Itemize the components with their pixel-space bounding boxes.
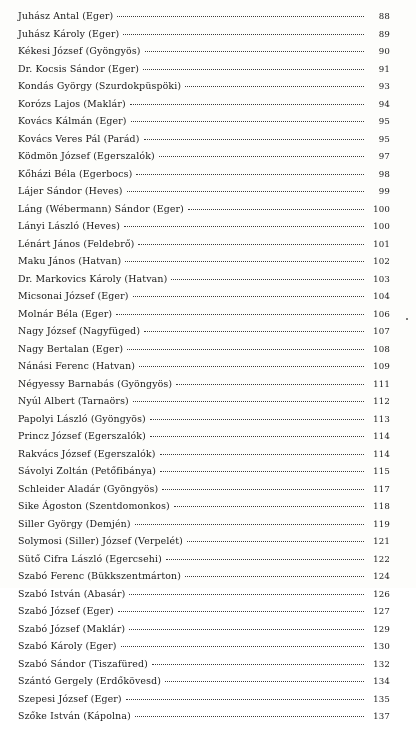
dot-leader xyxy=(135,524,364,525)
entry-page-number: 130 xyxy=(373,642,390,652)
dot-leader xyxy=(118,611,364,612)
entry-page-number: 99 xyxy=(378,187,390,197)
entry-name: Szabó Károly (Eger) xyxy=(18,641,117,652)
entry-page-number: 129 xyxy=(373,624,390,635)
dot-leader xyxy=(159,156,364,157)
toc-entry xyxy=(18,116,390,134)
entry-page-number: 108 xyxy=(373,344,390,355)
dot-leader xyxy=(152,664,364,665)
toc-entry xyxy=(18,134,390,152)
entry-page-number: 94 xyxy=(378,99,390,110)
entry-name: Kondás György (Szurdokpüspöki) xyxy=(18,81,182,92)
entry-page-number: 109 xyxy=(373,362,390,372)
dot-leader xyxy=(160,454,364,455)
toc-entry xyxy=(18,64,390,82)
entry-name: Dr. Markovics Károly (Hatvan) xyxy=(18,273,168,285)
toc-entry xyxy=(18,519,390,537)
entry-name: Juhász Károly (Eger) xyxy=(18,28,120,40)
toc-entry xyxy=(18,309,390,327)
dot-leader xyxy=(187,541,364,542)
dot-leader xyxy=(117,16,364,17)
entry-name: Rakvács József (Egerszalók) xyxy=(18,448,156,460)
entry-page-number: 112 xyxy=(373,397,390,407)
entry-name: Lájer Sándor (Heves) xyxy=(18,186,123,197)
entry-page-number: 89 xyxy=(378,29,390,40)
entry-page-number: 127 xyxy=(373,607,390,617)
toc-entry xyxy=(18,221,390,239)
entry-page-number: 100 xyxy=(373,204,390,215)
entry-name: Szabó József (Maklár) xyxy=(18,623,126,635)
entry-page-number: 90 xyxy=(378,47,390,57)
toc-entry xyxy=(18,274,390,292)
toc-entry xyxy=(18,81,390,99)
toc-entry xyxy=(18,641,390,659)
dot-leader xyxy=(145,51,364,52)
entry-page-number: 121 xyxy=(373,537,390,547)
entry-name: Kékesi József (Gyöngyös) xyxy=(18,46,141,57)
entry-name: Szőke István (Kápolna) xyxy=(18,711,131,722)
dot-leader xyxy=(135,716,364,717)
entry-name: Juhász Antal (Eger) xyxy=(18,11,114,22)
toc-entry xyxy=(18,536,390,554)
dot-leader xyxy=(121,646,364,647)
entry-page-number: 100 xyxy=(373,222,390,232)
toc-entry xyxy=(18,204,390,222)
toc-entry xyxy=(18,361,390,379)
entry-name: Siller György (Demjén) xyxy=(18,518,131,530)
entry-name: Solymosi (Siller) József (Verpelét) xyxy=(18,536,183,547)
dot-leader xyxy=(185,576,364,577)
dot-leader xyxy=(188,209,364,210)
toc-entry xyxy=(18,11,390,29)
entry-name: Szepesi József (Eger) xyxy=(18,693,122,705)
entry-name: Schleider Aladár (Gyöngyös) xyxy=(18,483,159,495)
entry-page-number: 97 xyxy=(378,152,390,162)
entry-page-number: 113 xyxy=(373,414,390,425)
dot-leader xyxy=(185,86,364,87)
dot-leader xyxy=(162,489,364,490)
table-of-contents xyxy=(18,11,390,729)
dot-leader xyxy=(130,104,364,105)
toc-entry xyxy=(18,694,390,712)
toc-entry xyxy=(18,326,390,344)
entry-page-number: 107 xyxy=(373,327,390,337)
entry-name: Négyessy Barnabás (Gyöngyös) xyxy=(18,378,173,390)
dot-leader xyxy=(133,296,364,297)
entry-page-number: 103 xyxy=(373,274,390,285)
dot-leader xyxy=(144,139,364,140)
dot-leader xyxy=(160,471,364,472)
entry-page-number: 114 xyxy=(373,449,390,460)
entry-page-number: 132 xyxy=(373,659,390,670)
toc-entry xyxy=(18,186,390,204)
entry-page-number: 114 xyxy=(373,432,390,442)
entry-page-number: 106 xyxy=(373,309,390,320)
dot-leader xyxy=(129,594,364,595)
entry-name: Korózs Lajos (Maklár) xyxy=(18,98,126,110)
toc-entry xyxy=(18,169,390,187)
dot-leader xyxy=(123,34,364,35)
entry-name: Lányi László (Heves) xyxy=(18,221,121,232)
toc-entry xyxy=(18,29,390,47)
dot-leader xyxy=(165,681,364,682)
entry-page-number: 115 xyxy=(373,467,390,477)
entry-page-number: 101 xyxy=(373,239,390,250)
entry-name: Kovács Veres Pál (Parád) xyxy=(18,133,140,145)
entry-page-number: 104 xyxy=(373,292,390,302)
toc-entry xyxy=(18,501,390,519)
entry-page-number: 137 xyxy=(373,712,390,722)
toc-entry xyxy=(18,239,390,257)
toc-entry xyxy=(18,46,390,64)
toc-entry xyxy=(18,431,390,449)
toc-entry xyxy=(18,344,390,362)
dot-leader xyxy=(171,279,364,280)
entry-name: Maku János (Hatvan) xyxy=(18,256,122,267)
print-speck xyxy=(406,318,408,320)
entry-name: Nagy Bertalan (Eger) xyxy=(18,343,124,355)
toc-entry xyxy=(18,624,390,642)
entry-name: Micsonai József (Eger) xyxy=(18,291,129,302)
dot-leader xyxy=(127,349,364,350)
dot-leader xyxy=(143,69,364,70)
entry-name: Láng (Wébermann) Sándor (Eger) xyxy=(18,203,184,215)
toc-entry xyxy=(18,414,390,432)
toc-entry xyxy=(18,99,390,117)
entry-page-number: 111 xyxy=(373,379,390,390)
entry-page-number: 95 xyxy=(378,134,390,145)
dot-leader xyxy=(144,331,364,332)
entry-page-number: 118 xyxy=(373,502,390,512)
dot-leader xyxy=(136,174,364,175)
toc-entry xyxy=(18,396,390,414)
entry-page-number: 119 xyxy=(373,519,390,530)
dot-leader xyxy=(127,191,364,192)
toc-entry xyxy=(18,151,390,169)
entry-name: Princz József (Egerszalók) xyxy=(18,431,146,442)
entry-name: Szabó István (Abasár) xyxy=(18,588,126,600)
entry-name: Szabó József (Eger) xyxy=(18,606,114,617)
entry-page-number: 93 xyxy=(378,82,390,92)
entry-name: Kovács Kálmán (Eger) xyxy=(18,116,127,127)
entry-name: Nagy József (Nagyfüged) xyxy=(18,326,141,337)
entry-name: Ködmön József (Egerszalók) xyxy=(18,151,155,162)
entry-name: Szabó Ferenc (Bükkszentmárton) xyxy=(18,571,182,582)
entry-name: Lénárt János (Feldebrő) xyxy=(18,238,135,250)
dot-leader xyxy=(176,384,364,385)
toc-entry xyxy=(18,291,390,309)
entry-page-number: 135 xyxy=(373,694,390,705)
dot-leader xyxy=(174,506,364,507)
entry-name: Nánási Ferenc (Hatvan) xyxy=(18,361,136,372)
entry-name: Szántó Gergely (Erdőkövesd) xyxy=(18,676,162,687)
entry-name: Sütő Cifra László (Egercsehi) xyxy=(18,553,162,565)
entry-name: Kőházi Béla (Egerbocs) xyxy=(18,168,133,180)
dot-leader xyxy=(139,366,364,367)
toc-entry xyxy=(18,589,390,607)
entry-page-number: 124 xyxy=(373,572,390,582)
entry-page-number: 122 xyxy=(373,554,390,565)
dot-leader xyxy=(129,629,364,630)
toc-entry xyxy=(18,606,390,624)
entry-page-number: 117 xyxy=(373,484,390,495)
entry-page-number: 91 xyxy=(378,64,390,75)
dot-leader xyxy=(133,401,364,402)
entry-name: Szabó Sándor (Tiszafüred) xyxy=(18,658,148,670)
toc-entry xyxy=(18,711,390,729)
entry-page-number: 98 xyxy=(378,169,390,180)
entry-page-number: 102 xyxy=(373,257,390,267)
dot-leader xyxy=(138,244,364,245)
entry-page-number: 88 xyxy=(378,12,390,22)
toc-entry xyxy=(18,466,390,484)
dot-leader xyxy=(125,261,364,262)
dot-leader xyxy=(126,699,364,700)
toc-entry xyxy=(18,449,390,467)
dot-leader xyxy=(116,314,364,315)
entry-name: Nyúl Albert (Tarnaörs) xyxy=(18,396,129,407)
entry-page-number: 134 xyxy=(373,677,390,687)
entry-name: Sávolyi Zoltán (Petőfibánya) xyxy=(18,466,157,477)
toc-entry xyxy=(18,379,390,397)
entry-name: Sike Ágoston (Szentdomonkos) xyxy=(18,501,170,512)
entry-page-number: 95 xyxy=(378,117,390,127)
toc-entry xyxy=(18,554,390,572)
toc-entry xyxy=(18,571,390,589)
dot-leader xyxy=(131,121,364,122)
entry-page-number: 126 xyxy=(373,589,390,600)
dot-leader xyxy=(150,419,364,420)
dot-leader xyxy=(166,559,364,560)
toc-entry xyxy=(18,484,390,502)
toc-entry xyxy=(18,659,390,677)
dot-leader xyxy=(124,226,364,227)
toc-entry xyxy=(18,256,390,274)
toc-entry xyxy=(18,676,390,694)
entry-name: Papolyi László (Gyöngyös) xyxy=(18,413,146,425)
entry-name: Dr. Kocsis Sándor (Eger) xyxy=(18,63,140,75)
entry-name: Molnár Béla (Eger) xyxy=(18,308,113,320)
dot-leader xyxy=(150,436,364,437)
